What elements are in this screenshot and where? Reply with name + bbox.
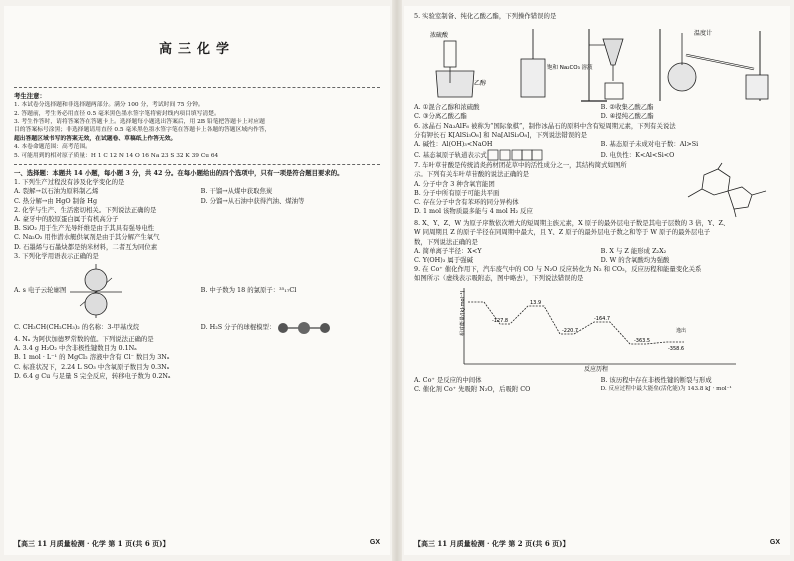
apparatus-4-distillation [650,25,780,103]
q6-option-c: C. 基态氧原子轨道表示式 [414,150,487,159]
notice-line: 1. 本试卷分选择题和非选择题两部分。满分 100 分，考试时间 75 分钟。 [14,102,204,109]
energy-label-4: -164.7 [594,315,611,322]
question-7-stem: 7. 车叶草苷酸是传统消炎药材团花草中的活性成分之一，其结构简式如图所 [414,161,627,170]
apparatus-1-mixing [414,25,500,103]
notice-line: 超出答题区域书写的答案无效，在试题卷、草稿纸上作答无效。 [14,135,177,142]
question-8-stem-cont: W 同周期且 Z 的原子半径在同周期中最大，且 Y、Z 原子的最外层电子数之和等于 W 原子的最外层电子 [414,228,711,237]
page-spine [392,0,402,561]
page-1 [4,6,390,555]
notice-line: 5. 可能用到的相对原子质量：H 1 C 12 N 14 O 16 Na 23 S 32 K 39 Cu 64 [14,152,219,159]
label-thermometer: 温度计 [693,30,712,38]
q4-option-c: C. 标准状况下，2.24 L SO₃ 中含氧原子数目为 0.3Nₐ [14,362,170,371]
page-2-footer [414,539,780,549]
q2-option-c: C. Na₂O₂ 用作潜水艇供氧剂是由于其分解产生氧气 [14,233,160,242]
q5-option-c: C. ③分离乙酸乙酯 [414,112,467,121]
label-sat-sodium-carbonate: 饱和 Na₂CO₃ 溶液 [547,65,593,72]
notice-line: 2. 答题前，考生务必用直径 0.5 毫米黑色墨水签字笔将密封线内项目填写清楚。 [14,110,220,117]
q3-option-a: A. s 电子云轮廓图 [14,286,67,295]
notice-line: 4. 本卷命题范围：高考范围。 [14,144,91,151]
q7-option-c: C. 存在分子中含有苯环的同分异构体 [414,198,519,207]
asperuloside-structure [674,161,774,219]
question-8-stem-cont2: 数，下列说法正确的是 [414,237,478,246]
question-5-stem: 5. 实验室制备、纯化乙酸乙酯，下列操作错误的是 [414,12,557,20]
q1-option-a: A. 裂解→以石油为原料制乙烯 [14,187,99,196]
orbital-box-diagram [487,149,553,161]
q8-option-a: A. 简单离子半径：X<Y [414,246,482,255]
divider [14,164,380,165]
q7-option-d: D. 1 mol 该物质最多能与 4 mol H₂ 反应 [414,207,533,216]
question-2-stem: 2. 化学与生产、生活密切相关。下列说法正确的是 [14,205,157,214]
escape-label: 逸出 [676,327,687,334]
question-7-stem-cont: 示。下列有关车叶草苷酸的说法正确的是 [414,170,530,179]
footer-code: GX [369,539,380,546]
energy-label-3: -220.7 [562,327,579,334]
question-6-stem-cont: 分有钾长石 K[AlSi₃O₈] 和 Na[AlSi₃O₈]，下列说法错误的是 [414,130,587,139]
q1-option-b: B. 干馏→从煤中获取焦炭 [200,187,273,196]
question-9-stem: 9. 在 Co⁺ 催化作用下，汽车废气中的 CO 与 N₂O 反应转化为 N₂ 和 CO₂，反应历程和能量变化关系 [414,265,702,274]
q7-option-b: B. 分子中所有原子可能共平面 [414,188,500,197]
question-8-stem: 8. X、Y、Z、W 为原子序数依次增大的短周期主族元素，X 原子的最外层电子数是其电子层数的 3 倍，Y、Z、 [414,219,730,228]
notice-heading: 考生注意： [14,92,46,100]
q3-option-d: D. H₂S 分子的球棍模型： [200,323,276,332]
q2-option-b: B. SiO₂ 用于生产光导纤维是由于其具有强导电性 [14,224,155,233]
energy-label-2: 13.9 [530,299,542,306]
q9-option-c: C. 催化剂 Co⁺ 先吸附 N₂O，后吸附 CO [414,384,531,393]
q7-option-a: A. 分子中含 3 种含氧官能团 [414,179,495,188]
footer-code: GX [769,539,780,546]
question-6-stem: 6. 冰晶石 Na₃AlF₆ 被称为“国际象棋”，制作冰晶石的原料中含有短周期元素，下列有关说法 [414,121,676,130]
footer-text: 【高三 11 月质量检测 · 化学 第 1 页(共 6 页)】 [14,539,170,548]
label-conc-sulfuric-acid: 浓硫酸 [430,32,449,40]
apparatus-3-separating-funnel [577,25,647,103]
q9-option-b: B. 该历程中存在非极性键的断裂与形成 [600,375,712,384]
section-heading: 一、选择题：本题共 14 小题，每小题 3 分，共 42 分。在每小题给出的四个选项中，只有一项是符合题目要求的。 [14,169,344,178]
q2-option-a: A. 豪牙中的胶原蛋白属于有机高分子 [14,215,119,224]
y-axis-label: 相对能量/(kJ·mol⁻¹) [460,290,466,336]
question-1-stem: 1. 下列生产过程没有涉及化学变化的是 [14,178,125,187]
q8-option-b: B. X 与 Z 能形成 Z₂X₂ [600,246,667,255]
notice-line: 目的答案标号涂黑；非选择题请用直径 0.5 毫米黑色墨水签字笔在答题卡上各题的答题区域内作答， [14,127,271,134]
q4-option-b: B. 1 mol · L⁻¹ 的 MgCl₂ 溶液中含有 Cl⁻ 数目为 3Nₐ [14,353,170,362]
energy-label-6: -358.6 [668,345,685,352]
energy-label-1: -127.8 [492,317,509,324]
q9-option-a: A. Co⁺ 是反应的中间体 [414,375,482,384]
notice-line: 3. 考生作答时，请将答案答在答题卡上。选择题每小题选出答案后，用 2B 铅笔把答题卡上对应题 [14,119,265,126]
q3-option-c: C. CH₃CH(CH₂CH₃)₂ 的名称：3-甲基戊烷 [14,323,140,332]
q1-option-d: D. 分馏→从石油中获得汽油、煤油等 [200,196,305,205]
apparatus-2-collecting [503,25,593,103]
h2s-ball-stick-model [275,321,333,335]
page-2 [404,6,790,555]
q5-option-b: B. ②收集乙酸乙酯 [600,103,654,112]
q6-option-a: A. 碱性：Al(OH)₃<NaOH [414,140,493,149]
q9-option-d: D. 反应过程中最大能垒(活化能)为 143.8 kJ · mol⁻¹ [600,385,732,392]
q8-option-d: D. W 的含氧酸均为强酸 [600,256,670,265]
footer-text: 【高三 11 月质量检测 · 化学 第 2 页(共 6 页)】 [414,539,570,548]
label-ethanol: 乙醇 [474,80,487,88]
x-axis-label: 反应历程 [584,365,609,373]
q4-option-a: A. 3.4 g H₂O₂ 中含非极性键数目为 0.1Nₐ [14,344,137,353]
q8-option-c: C. Y(OH)₃ 属于强碱 [414,256,473,265]
question-3-stem: 3. 下列化学用语表示正确的是 [14,251,99,260]
q5-option-d: D. ④提纯乙酸乙酯 [600,112,654,121]
q1-option-c: C. 热分解→由 HgO 制备 Hg [14,196,98,205]
q2-option-d: D. 石墨烯与石墨炔都是纳米材料，二者互为同位素 [14,242,158,251]
page-1-footer [14,539,380,549]
q6-option-d: D. 电负性：K<Al<Si<O [600,150,675,159]
question-4-stem: 4. Nₐ 为阿伏加德罗常数的值。下列说法正确的是 [14,335,154,344]
exam-title: 高三化学 [158,42,235,57]
question-9-stem-cont: 如图所示（虚线表示吸附态，图中略去），下列说法错误的是 [414,274,584,283]
divider [14,87,380,88]
s-orbital-diagram [66,262,126,320]
q4-option-d: D. 6.4 g Cu 与足量 S 完全反应，转移电子数为 0.2Nₐ [14,371,171,380]
energy-label-5: -363.5 [634,337,651,344]
q6-option-b: B. 基态原子未成对电子数：Al>Si [600,140,699,149]
energy-profile-diagram [444,284,744,372]
q3-option-b: B. 中子数为 18 的氯原子：³⁵₁₇Cl [200,286,297,295]
q5-option-a: A. ①混合乙醇和浓硫酸 [414,103,480,112]
